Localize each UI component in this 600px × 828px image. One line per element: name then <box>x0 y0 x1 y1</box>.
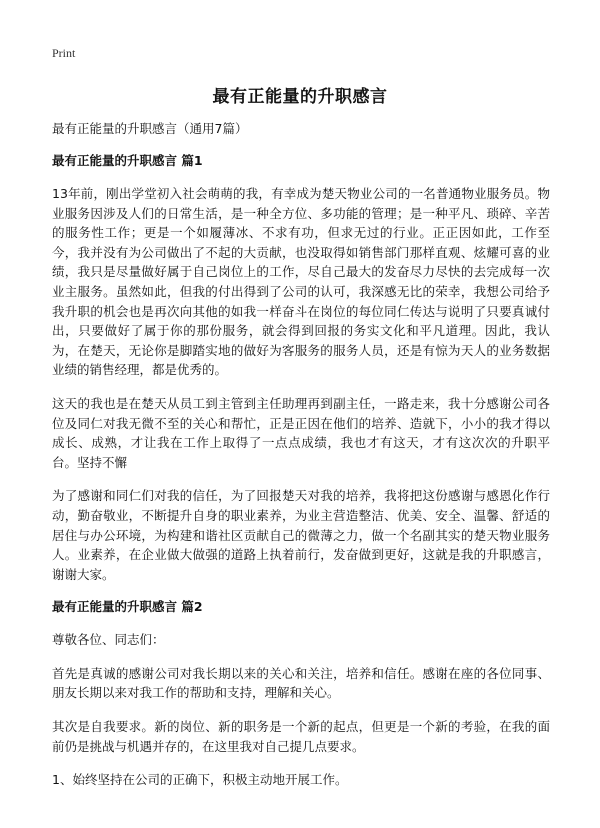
section-heading-2: 最有正能量的升职感言 篇2 <box>52 599 203 615</box>
paragraph: 尊敬各位、同志们： <box>52 632 165 648</box>
paragraph: 这天的我也是在楚天从员工到主管到主任助理再到副主任，一路走来，我十分感谢公司各位及同仁对我无微不至的关心和帮忙，正是正因在他们的培养、造就下，小小的我才得以成长、成熟，才让我在工作上取得了一点点成绩，我也才有这天，才有这次次的升职平台。坚持不懈 <box>52 395 550 470</box>
page-title: 最有正能量的升职感言 <box>212 87 388 107</box>
paragraph: 首先是真诚的感谢公司对我长期以来的关心和关注，培养和信任。感谢在座的各位同事、朋友长期以来对我工作的帮助和支持，理解和关心。 <box>52 665 550 701</box>
paragraph: 1、始终坚持在公司的正确下，积极主动地开展工作。 <box>52 772 348 788</box>
document-subtitle: 最有正能量的升职感言（通用7篇） <box>52 121 248 136</box>
paragraph: 为了感谢和同仁们对我的信任，为了回报楚天对我的培养，我将把这份感谢与感恩化作行动，勤奋敬业，不断提升自身的职业素养，为业主营造整洁、优美、安全、温馨、舒适的居住与办公环境，为构建和谐社区贡献自己的微薄之力，做一个名副其实的楚天物业服务人。业素养，在企业做大做强的道路上执着前行，发奋做到更好，这就是我的升职感言，谢谢大家。 <box>52 488 550 582</box>
document-body <box>52 120 550 804</box>
paragraph: 其次是自我要求。新的岗位、新的职务是一个新的起点，但更是一个新的考验，在我的面前仍是挑战与机遇并存的，在这里我对自己提几点要求。 <box>52 719 550 754</box>
section-heading-1: 最有正能量的升职感言 篇1 <box>52 153 203 168</box>
print-link[interactable]: Print <box>52 46 76 60</box>
paragraph: 13年前，刚出学堂初入社会萌萌的我，有幸成为楚天物业公司的一名普通物业服务员。物业服务因涉及人们的日常生活，是一种全方位、多功能的管理；是一种平凡、琐碎、辛苦的服务性工作；更是一个如履薄冰、不求有功，但求无过的行业。正正因如此，工作至今，我并没有为公司做出了不起的大贡献，也没取得如销售部门那样直观、炫耀可喜的业绩，我只是尽量做好属于自己岗位上的工作，尽自己最大的发奋尽力尽快的去完成每一次业主服务。虽然如此，但我的付出得到了公司的认可，我深感无比的荣幸，我想公司给予我升职的机会也是再次向其他的如我一样奋斗在岗位的每位同仁传达与说明了只要真诚付出，只要做好了属于你的那份服务，就会得到回报的务实文化和平凡道理。因此，我认为，在楚天，无论你是脚踏实地的做好为客服务的服务人员，还是有惊为天人的业务数据业绩的销售经理，都是优秀的。 <box>52 186 550 378</box>
